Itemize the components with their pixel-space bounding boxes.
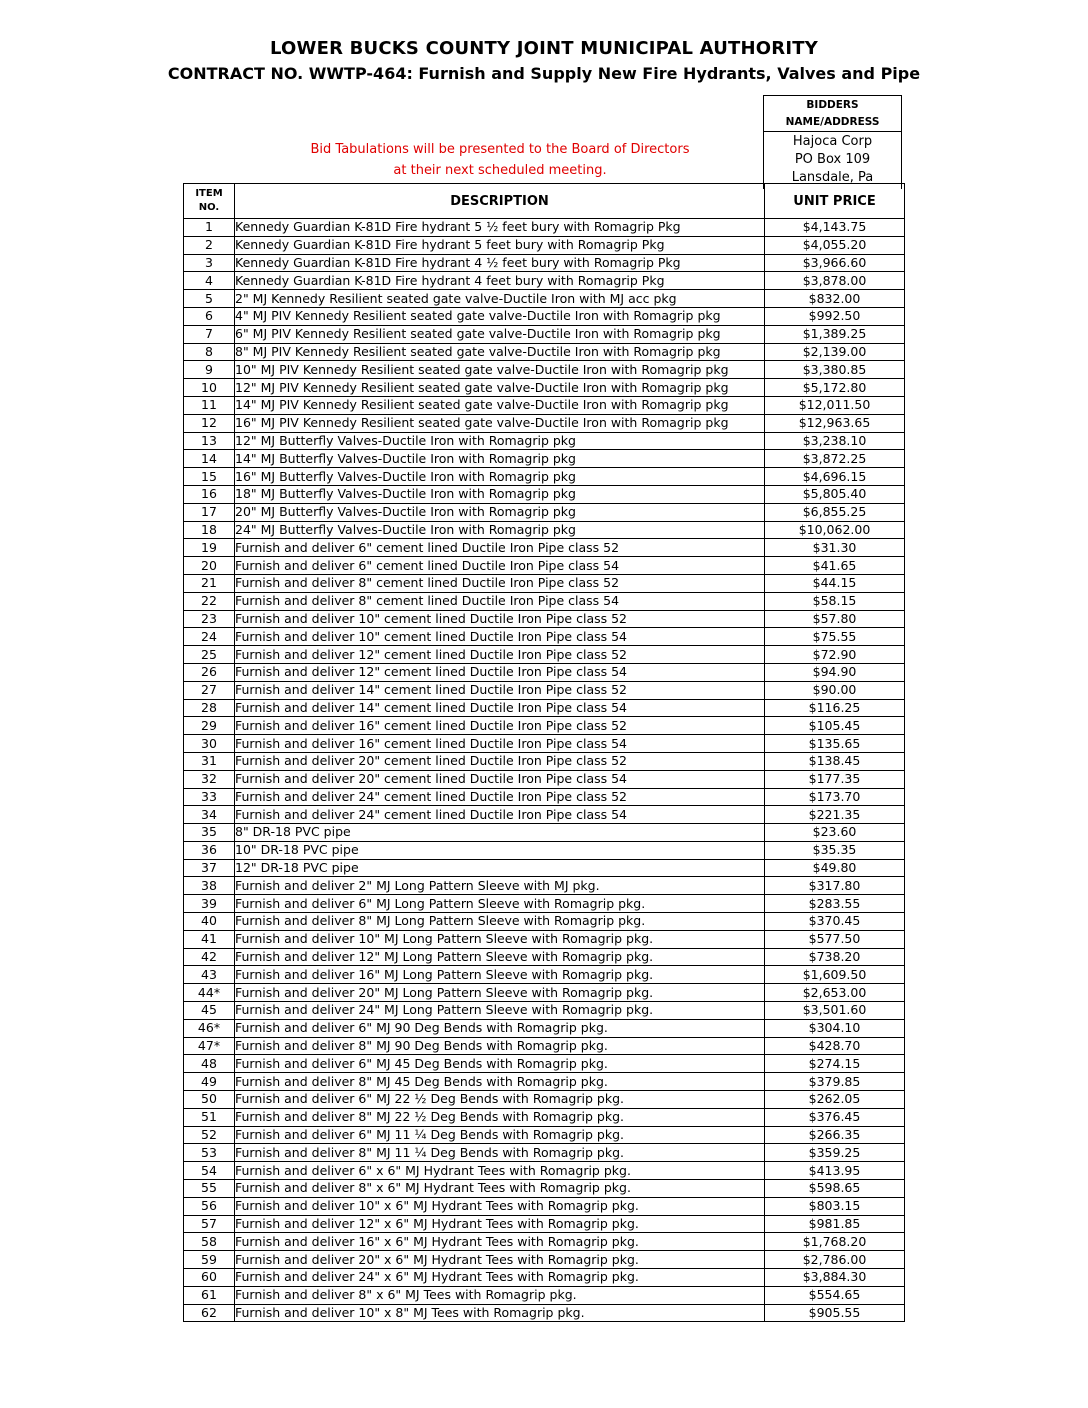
- bidder-header-line-2: NAME/ADDRESS: [785, 116, 880, 128]
- bidder-name: Hajoca Corp: [792, 134, 873, 149]
- table-row: [184, 432, 905, 450]
- table-row: [184, 1251, 905, 1269]
- item-number-cell: 49: [184, 1073, 235, 1091]
- description-cell: Furnish and deliver 6" cement lined Ductile Iron Pipe class 54: [235, 557, 765, 575]
- unit-price-cell: $3,872.25: [765, 450, 905, 468]
- unit-price-cell: $266.35: [765, 1126, 905, 1144]
- unit-price-cell: $10,062.00: [765, 521, 905, 539]
- table-row: [184, 841, 905, 859]
- table-row: [184, 414, 905, 432]
- item-number-cell: 19: [184, 539, 235, 557]
- unit-price-cell: $49.80: [765, 859, 905, 877]
- unit-price-cell: $31.30: [765, 539, 905, 557]
- unit-price-cell: $3,884.30: [765, 1269, 905, 1287]
- item-number-cell: 62: [184, 1304, 235, 1322]
- unit-price-cell: $75.55: [765, 628, 905, 646]
- table-row: [184, 485, 905, 503]
- table-row: [184, 574, 905, 592]
- description-cell: 18" MJ Butterfly Valves-Ductile Iron with Romagrip pkg: [235, 485, 765, 503]
- unit-price-cell: $138.45: [765, 752, 905, 770]
- description-cell: Furnish and deliver 16" MJ Long Pattern Sleeve with Romagrip pkg.: [235, 966, 765, 984]
- table-row: [184, 663, 905, 681]
- description-cell: Furnish and deliver 20" x 6" MJ Hydrant Tees with Romagrip pkg.: [235, 1251, 765, 1269]
- item-number-cell: 32: [184, 770, 235, 788]
- description-cell: Furnish and deliver 8" MJ 45 Deg Bends with Romagrip pkg.: [235, 1073, 765, 1091]
- item-number-cell: 59: [184, 1251, 235, 1269]
- table-row: [184, 984, 905, 1002]
- table-row: [184, 468, 905, 486]
- item-number-cell: 47*: [184, 1037, 235, 1055]
- table-row: [184, 1126, 905, 1144]
- table-row: [184, 272, 905, 290]
- item-number-cell: 60: [184, 1269, 235, 1287]
- unit-price-cell: $428.70: [765, 1037, 905, 1055]
- item-number-cell: 51: [184, 1108, 235, 1126]
- item-number-cell: 25: [184, 646, 235, 664]
- bid-table-header: [184, 184, 905, 219]
- item-number-cell: 37: [184, 859, 235, 877]
- item-number-cell: 14: [184, 450, 235, 468]
- table-row: [184, 290, 905, 308]
- table-row: [184, 1073, 905, 1091]
- unit-price-cell: $317.80: [765, 877, 905, 895]
- unit-price-cell: $803.15: [765, 1197, 905, 1215]
- unit-price-cell: $992.50: [765, 307, 905, 325]
- table-row: [184, 1055, 905, 1073]
- table-row: [184, 307, 905, 325]
- unit-price-cell: $177.35: [765, 770, 905, 788]
- bidder-address-line-1: PO Box 109: [794, 152, 871, 167]
- description-cell: Furnish and deliver 24" x 6" MJ Hydrant Tees with Romagrip pkg.: [235, 1269, 765, 1287]
- description-cell: Kennedy Guardian K-81D Fire hydrant 4 ½ feet bury with Romagrip Pkg: [235, 254, 765, 272]
- description-cell: 14" MJ Butterfly Valves-Ductile Iron with Romagrip pkg: [235, 450, 765, 468]
- description-cell: Furnish and deliver 8" x 6" MJ Tees with Romagrip pkg.: [235, 1286, 765, 1304]
- table-row: [184, 1215, 905, 1233]
- table-row: [184, 1019, 905, 1037]
- bidder-address-line-2: Lansdale, Pa: [791, 170, 874, 185]
- unit-price-cell: $1,768.20: [765, 1233, 905, 1251]
- item-number-cell: 42: [184, 948, 235, 966]
- item-number-cell: 12: [184, 414, 235, 432]
- unit-price-cell: $376.45: [765, 1108, 905, 1126]
- description-cell: 10" MJ PIV Kennedy Resilient seated gate valve-Ductile Iron with Romagrip pkg: [235, 361, 765, 379]
- item-number-cell: 34: [184, 806, 235, 824]
- table-row: [184, 325, 905, 343]
- table-row: [184, 343, 905, 361]
- unit-price-cell: $1,609.50: [765, 966, 905, 984]
- table-row: [184, 788, 905, 806]
- item-number-cell: 17: [184, 503, 235, 521]
- description-cell: 16" MJ Butterfly Valves-Ductile Iron with Romagrip pkg: [235, 468, 765, 486]
- item-number-cell: 54: [184, 1162, 235, 1180]
- description-column-header: DESCRIPTION: [235, 184, 765, 219]
- description-cell: Furnish and deliver 6" cement lined Ductile Iron Pipe class 52: [235, 539, 765, 557]
- description-cell: Furnish and deliver 8" MJ 90 Deg Bends with Romagrip pkg.: [235, 1037, 765, 1055]
- item-number-cell: 21: [184, 574, 235, 592]
- item-number-cell: 27: [184, 681, 235, 699]
- description-cell: Furnish and deliver 10" x 8" MJ Tees with Romagrip pkg.: [235, 1304, 765, 1322]
- description-cell: Furnish and deliver 6" MJ 11 ¼ Deg Bends with Romagrip pkg.: [235, 1126, 765, 1144]
- table-row: [184, 770, 905, 788]
- unit-price-cell: $577.50: [765, 930, 905, 948]
- description-cell: 2" MJ Kennedy Resilient seated gate valve-Ductile Iron with MJ acc pkg: [235, 290, 765, 308]
- item-number-cell: 36: [184, 841, 235, 859]
- table-row: [184, 1233, 905, 1251]
- unit-price-column-header: UNIT PRICE: [765, 184, 905, 219]
- unit-price-cell: $3,966.60: [765, 254, 905, 272]
- item-number-cell: 9: [184, 361, 235, 379]
- unit-price-cell: $5,805.40: [765, 485, 905, 503]
- item-number-cell: 33: [184, 788, 235, 806]
- unit-price-cell: $3,380.85: [765, 361, 905, 379]
- unit-price-cell: $94.90: [765, 663, 905, 681]
- description-cell: 10" DR-18 PVC pipe: [235, 841, 765, 859]
- unit-price-cell: $41.65: [765, 557, 905, 575]
- description-cell: Furnish and deliver 14" cement lined Ductile Iron Pipe class 54: [235, 699, 765, 717]
- item-number-cell: 48: [184, 1055, 235, 1073]
- unit-price-cell: $283.55: [765, 895, 905, 913]
- description-cell: Kennedy Guardian K-81D Fire hydrant 4 feet bury with Romagrip Pkg: [235, 272, 765, 290]
- document-title: LOWER BUCKS COUNTY JOINT MUNICIPAL AUTHORITY: [270, 38, 818, 59]
- item-number-cell: 35: [184, 824, 235, 842]
- table-row: [184, 254, 905, 272]
- table-row: [184, 681, 905, 699]
- item-number-cell: 11: [184, 396, 235, 414]
- bidder-header-line-1: BIDDERS: [806, 99, 859, 111]
- table-row: [184, 557, 905, 575]
- unit-price-cell: $3,501.60: [765, 1002, 905, 1020]
- unit-price-cell: $598.65: [765, 1180, 905, 1198]
- unit-price-cell: $12,963.65: [765, 414, 905, 432]
- unit-price-cell: $262.05: [765, 1091, 905, 1109]
- table-row: [184, 1091, 905, 1109]
- description-cell: Furnish and deliver 20" cement lined Ductile Iron Pipe class 52: [235, 752, 765, 770]
- item-number-cell: 45: [184, 1002, 235, 1020]
- table-row: [184, 877, 905, 895]
- description-cell: 8" MJ PIV Kennedy Resilient seated gate valve-Ductile Iron with Romagrip pkg: [235, 343, 765, 361]
- table-row: [184, 379, 905, 397]
- unit-price-cell: $304.10: [765, 1019, 905, 1037]
- table-row: [184, 396, 905, 414]
- unit-price-cell: $981.85: [765, 1215, 905, 1233]
- table-row: [184, 966, 905, 984]
- table-row: [184, 752, 905, 770]
- unit-price-cell: $3,238.10: [765, 432, 905, 450]
- bid-notice-line-1: Bid Tabulations will be presented to the Board of Directors: [310, 142, 690, 157]
- description-cell: Furnish and deliver 20" MJ Long Pattern Sleeve with Romagrip pkg.: [235, 984, 765, 1002]
- table-row: [184, 1180, 905, 1198]
- table-row: [184, 1108, 905, 1126]
- description-cell: 20" MJ Butterfly Valves-Ductile Iron with Romagrip pkg: [235, 503, 765, 521]
- item-number-cell: 28: [184, 699, 235, 717]
- item-number-cell: 57: [184, 1215, 235, 1233]
- unit-price-cell: $832.00: [765, 290, 905, 308]
- item-number-cell: 53: [184, 1144, 235, 1162]
- table-row: [184, 236, 905, 254]
- description-cell: Furnish and deliver 2" MJ Long Pattern Sleeve with MJ pkg.: [235, 877, 765, 895]
- item-number-cell: 3: [184, 254, 235, 272]
- table-row: [184, 1162, 905, 1180]
- unit-price-cell: $4,696.15: [765, 468, 905, 486]
- item-number-cell: 39: [184, 895, 235, 913]
- item-number-cell: 44*: [184, 984, 235, 1002]
- table-row: [184, 628, 905, 646]
- description-cell: Furnish and deliver 6" MJ Long Pattern Sleeve with Romagrip pkg.: [235, 895, 765, 913]
- unit-price-cell: $23.60: [765, 824, 905, 842]
- item-number-cell: 50: [184, 1091, 235, 1109]
- table-row: [184, 1304, 905, 1322]
- description-cell: Furnish and deliver 6" MJ 90 Deg Bends with Romagrip pkg.: [235, 1019, 765, 1037]
- table-row: [184, 735, 905, 753]
- item-number-cell: 26: [184, 663, 235, 681]
- item-number-cell: 56: [184, 1197, 235, 1215]
- item-number-cell: 55: [184, 1180, 235, 1198]
- item-number-cell: 4: [184, 272, 235, 290]
- bidder-address: [764, 132, 901, 189]
- item-number-cell: 6: [184, 307, 235, 325]
- item-number-cell: 22: [184, 592, 235, 610]
- item-number-cell: 30: [184, 735, 235, 753]
- table-row: [184, 361, 905, 379]
- item-no-header-line-1: ITEM: [195, 188, 223, 199]
- table-row: [184, 219, 905, 237]
- table-row: [184, 503, 905, 521]
- table-row: [184, 646, 905, 664]
- description-cell: Furnish and deliver 16" cement lined Ductile Iron Pipe class 52: [235, 717, 765, 735]
- unit-price-cell: $379.85: [765, 1073, 905, 1091]
- item-number-cell: 31: [184, 752, 235, 770]
- item-number-cell: 46*: [184, 1019, 235, 1037]
- table-row: [184, 948, 905, 966]
- item-number-cell: 18: [184, 521, 235, 539]
- item-number-cell: 29: [184, 717, 235, 735]
- description-cell: Furnish and deliver 6" MJ 22 ½ Deg Bends with Romagrip pkg.: [235, 1091, 765, 1109]
- unit-price-cell: $105.45: [765, 717, 905, 735]
- item-number-cell: 43: [184, 966, 235, 984]
- item-number-cell: 15: [184, 468, 235, 486]
- description-cell: 6" MJ PIV Kennedy Resilient seated gate valve-Ductile Iron with Romagrip pkg: [235, 325, 765, 343]
- unit-price-cell: $57.80: [765, 610, 905, 628]
- item-no-header-line-2: NO.: [198, 202, 220, 213]
- description-cell: Furnish and deliver 14" cement lined Ductile Iron Pipe class 52: [235, 681, 765, 699]
- contract-subtitle: CONTRACT NO. WWTP-464: Furnish and Supply New Fire Hydrants, Valves and Pipe: [167, 64, 921, 83]
- unit-price-cell: $12,011.50: [765, 396, 905, 414]
- unit-price-cell: $370.45: [765, 913, 905, 931]
- unit-price-cell: $72.90: [765, 646, 905, 664]
- unit-price-cell: $116.25: [765, 699, 905, 717]
- description-cell: Furnish and deliver 8" MJ 22 ½ Deg Bends with Romagrip pkg.: [235, 1108, 765, 1126]
- item-number-cell: 5: [184, 290, 235, 308]
- description-cell: 12" MJ Butterfly Valves-Ductile Iron with Romagrip pkg: [235, 432, 765, 450]
- description-cell: Furnish and deliver 12" MJ Long Pattern Sleeve with Romagrip pkg.: [235, 948, 765, 966]
- item-number-cell: 38: [184, 877, 235, 895]
- unit-price-cell: $1,389.25: [765, 325, 905, 343]
- item-number-cell: 52: [184, 1126, 235, 1144]
- table-row: [184, 1002, 905, 1020]
- description-cell: Furnish and deliver 24" MJ Long Pattern Sleeve with Romagrip pkg.: [235, 1002, 765, 1020]
- item-number-cell: 10: [184, 379, 235, 397]
- description-cell: Furnish and deliver 24" cement lined Ductile Iron Pipe class 52: [235, 788, 765, 806]
- table-row: [184, 592, 905, 610]
- description-cell: Furnish and deliver 10" MJ Long Pattern Sleeve with Romagrip pkg.: [235, 930, 765, 948]
- item-number-cell: 20: [184, 557, 235, 575]
- description-cell: Kennedy Guardian K-81D Fire hydrant 5 feet bury with Romagrip Pkg: [235, 236, 765, 254]
- unit-price-cell: $6,855.25: [765, 503, 905, 521]
- item-number-cell: 2: [184, 236, 235, 254]
- description-cell: Furnish and deliver 10" cement lined Ductile Iron Pipe class 52: [235, 610, 765, 628]
- bid-notice-line-2: at their next scheduled meeting.: [393, 163, 607, 178]
- unit-price-cell: $738.20: [765, 948, 905, 966]
- description-cell: Furnish and deliver 12" cement lined Ductile Iron Pipe class 52: [235, 646, 765, 664]
- table-row: [184, 1144, 905, 1162]
- bid-notice: [240, 139, 760, 181]
- unit-price-cell: $173.70: [765, 788, 905, 806]
- description-cell: Furnish and deliver 10" cement lined Ductile Iron Pipe class 54: [235, 628, 765, 646]
- description-cell: 12" MJ PIV Kennedy Resilient seated gate valve-Ductile Iron with Romagrip pkg: [235, 379, 765, 397]
- unit-price-cell: $135.65: [765, 735, 905, 753]
- item-number-cell: 16: [184, 485, 235, 503]
- table-row: [184, 913, 905, 931]
- description-cell: Furnish and deliver 8" MJ Long Pattern Sleeve with Romagrip pkg.: [235, 913, 765, 931]
- table-row: [184, 1197, 905, 1215]
- description-cell: 12" DR-18 PVC pipe: [235, 859, 765, 877]
- table-row: [184, 717, 905, 735]
- table-row: [184, 539, 905, 557]
- item-number-cell: 8: [184, 343, 235, 361]
- item-no-column-header: [184, 184, 235, 219]
- description-cell: Kennedy Guardian K-81D Fire hydrant 5 ½ feet bury with Romagrip Pkg: [235, 219, 765, 237]
- description-cell: Furnish and deliver 8" x 6" MJ Hydrant Tees with Romagrip pkg.: [235, 1180, 765, 1198]
- description-cell: 14" MJ PIV Kennedy Resilient seated gate valve-Ductile Iron with Romagrip pkg: [235, 396, 765, 414]
- item-number-cell: 7: [184, 325, 235, 343]
- unit-price-cell: $35.35: [765, 841, 905, 859]
- unit-price-cell: $2,139.00: [765, 343, 905, 361]
- description-cell: Furnish and deliver 24" cement lined Ductile Iron Pipe class 54: [235, 806, 765, 824]
- table-row: [184, 1269, 905, 1287]
- description-cell: Furnish and deliver 6" MJ 45 Deg Bends with Romagrip pkg.: [235, 1055, 765, 1073]
- table-row: [184, 895, 905, 913]
- unit-price-cell: $4,055.20: [765, 236, 905, 254]
- unit-price-cell: $274.15: [765, 1055, 905, 1073]
- unit-price-cell: $90.00: [765, 681, 905, 699]
- unit-price-cell: $413.95: [765, 1162, 905, 1180]
- table-row: [184, 930, 905, 948]
- description-cell: Furnish and deliver 12" x 6" MJ Hydrant Tees with Romagrip pkg.: [235, 1215, 765, 1233]
- unit-price-cell: $554.65: [765, 1286, 905, 1304]
- unit-price-cell: $5,172.80: [765, 379, 905, 397]
- description-cell: 8" DR-18 PVC pipe: [235, 824, 765, 842]
- description-cell: Furnish and deliver 16" x 6" MJ Hydrant Tees with Romagrip pkg.: [235, 1233, 765, 1251]
- unit-price-cell: $3,878.00: [765, 272, 905, 290]
- item-number-cell: 40: [184, 913, 235, 931]
- description-cell: 24" MJ Butterfly Valves-Ductile Iron with Romagrip pkg: [235, 521, 765, 539]
- table-row: [184, 806, 905, 824]
- unit-price-cell: $2,786.00: [765, 1251, 905, 1269]
- table-row: [184, 859, 905, 877]
- bidder-box: [763, 95, 902, 189]
- item-number-cell: 58: [184, 1233, 235, 1251]
- unit-price-cell: $905.55: [765, 1304, 905, 1322]
- description-cell: Furnish and deliver 8" cement lined Ductile Iron Pipe class 54: [235, 592, 765, 610]
- item-number-cell: 1: [184, 219, 235, 237]
- description-cell: Furnish and deliver 8" cement lined Ductile Iron Pipe class 52: [235, 574, 765, 592]
- unit-price-cell: $44.15: [765, 574, 905, 592]
- table-row: [184, 610, 905, 628]
- description-cell: Furnish and deliver 16" cement lined Ductile Iron Pipe class 54: [235, 735, 765, 753]
- table-row: [184, 521, 905, 539]
- bidder-header: [764, 96, 901, 132]
- bid-table: [183, 183, 905, 1322]
- description-cell: 16" MJ PIV Kennedy Resilient seated gate valve-Ductile Iron with Romagrip pkg: [235, 414, 765, 432]
- description-cell: Furnish and deliver 6" x 6" MJ Hydrant Tees with Romagrip pkg.: [235, 1162, 765, 1180]
- description-cell: Furnish and deliver 12" cement lined Ductile Iron Pipe class 54: [235, 663, 765, 681]
- item-number-cell: 13: [184, 432, 235, 450]
- description-cell: Furnish and deliver 8" MJ 11 ¼ Deg Bends with Romagrip pkg.: [235, 1144, 765, 1162]
- item-number-cell: 24: [184, 628, 235, 646]
- description-cell: 4" MJ PIV Kennedy Resilient seated gate valve-Ductile Iron with Romagrip pkg: [235, 307, 765, 325]
- description-cell: Furnish and deliver 10" x 6" MJ Hydrant Tees with Romagrip pkg.: [235, 1197, 765, 1215]
- unit-price-cell: $4,143.75: [765, 219, 905, 237]
- bid-table-body: [184, 219, 905, 1322]
- table-row: [184, 1037, 905, 1055]
- unit-price-cell: $2,653.00: [765, 984, 905, 1002]
- table-row: [184, 824, 905, 842]
- unit-price-cell: $359.25: [765, 1144, 905, 1162]
- description-cell: Furnish and deliver 20" cement lined Ductile Iron Pipe class 54: [235, 770, 765, 788]
- item-number-cell: 41: [184, 930, 235, 948]
- unit-price-cell: $58.15: [765, 592, 905, 610]
- table-row: [184, 1286, 905, 1304]
- unit-price-cell: $221.35: [765, 806, 905, 824]
- item-number-cell: 23: [184, 610, 235, 628]
- table-row: [184, 699, 905, 717]
- table-row: [184, 450, 905, 468]
- item-number-cell: 61: [184, 1286, 235, 1304]
